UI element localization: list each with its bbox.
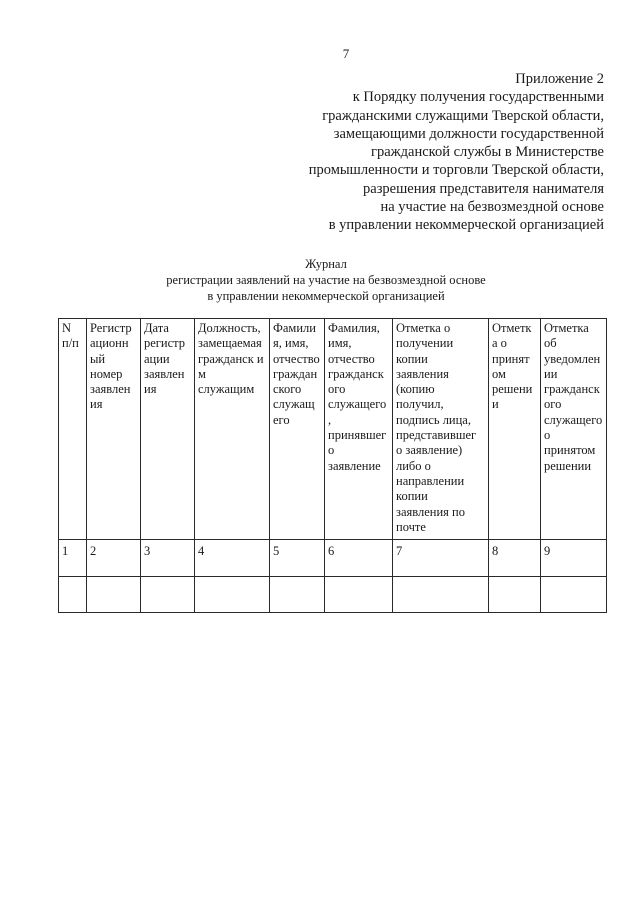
blank-cell <box>141 577 195 613</box>
header-cell-text: Отметка о получении копии заявления (копию получил, подпись лица, представившег о заявление) либо о направлении копии заявления по почте <box>396 321 477 534</box>
blank-cell <box>489 577 541 613</box>
header-cell-registration-number <box>87 319 141 540</box>
column-number-cell: 6 <box>325 540 393 577</box>
column-number-cell: 4 <box>195 540 270 577</box>
column-number-cell: 8 <box>489 540 541 577</box>
journal-title-heading: Журнал <box>305 257 347 271</box>
journal-title <box>0 256 640 304</box>
header-cell-text: N п/п <box>62 321 79 351</box>
page-number: 7 <box>342 46 350 61</box>
column-number-cell: 2 <box>87 540 141 577</box>
table-header-row <box>59 319 607 540</box>
appendix-line: в управлении некоммерческой организацией <box>328 217 604 234</box>
header-cell-text: Должность, замещаемая гражданск и м служащим <box>198 321 264 397</box>
blank-cell <box>325 577 393 613</box>
appendix-title: Приложение 2 <box>515 71 604 87</box>
blank-cell <box>393 577 489 613</box>
appendix-line: разрешения представителя нанимателя <box>363 180 604 197</box>
journal-title-line: в управлении некоммерческой организацией <box>207 289 445 303</box>
header-cell-copy-receipt <box>393 319 489 540</box>
column-number-cell: 3 <box>141 540 195 577</box>
header-cell-receiver-name <box>325 319 393 540</box>
blank-cell <box>87 577 141 613</box>
blank-cell <box>541 577 607 613</box>
header-cell-decision <box>489 319 541 540</box>
blank-cell <box>59 577 87 613</box>
column-number-cell: 5 <box>270 540 325 577</box>
header-cell-text: Фамилия, имя, отчество гражданск ого служащего , принявшег о заявление <box>328 321 387 473</box>
blank-cell <box>195 577 270 613</box>
column-number-cell: 7 <box>393 540 489 577</box>
header-cell-registration-date <box>141 319 195 540</box>
header-cell-position <box>195 319 270 540</box>
appendix-line: на участие на безвозмездной основе <box>380 199 604 216</box>
table-blank-row <box>59 577 607 613</box>
appendix-line: к Порядку получения государственными <box>352 89 604 106</box>
header-cell-employee-name <box>270 319 325 540</box>
header-cell-text: Отметк а о принят ом решени и <box>492 321 533 412</box>
header-cell-text: Дата регистр ации заявлен ия <box>144 321 186 397</box>
header-cell-text: Отметка об уведомлен ии гражданск ого служащего о принятом решении <box>544 321 603 473</box>
appendix-line: замещающими должности государственной <box>333 125 604 142</box>
header-cell-number <box>59 319 87 540</box>
journal-table <box>58 318 607 613</box>
appendix-line: гражданскими служащими Тверской области, <box>322 107 604 124</box>
blank-cell <box>270 577 325 613</box>
column-number-cell: 1 <box>59 540 87 577</box>
header-cell-text: Регистр ационн ый номер заявлен ия <box>90 321 132 412</box>
appendix-line: промышленности и торговли Тверской области, <box>308 162 604 179</box>
column-number-cell: 9 <box>541 540 607 577</box>
table-column-number-row <box>59 540 607 577</box>
journal-title-line: регистрации заявлений на участие на безвозмездной основе <box>166 273 486 287</box>
header-cell-notification <box>541 319 607 540</box>
appendix-line: гражданской службы в Министерстве <box>371 144 604 161</box>
appendix-header <box>184 70 604 235</box>
header-cell-text: Фамили я, имя, отчество граждан ского служащ его <box>273 321 320 427</box>
